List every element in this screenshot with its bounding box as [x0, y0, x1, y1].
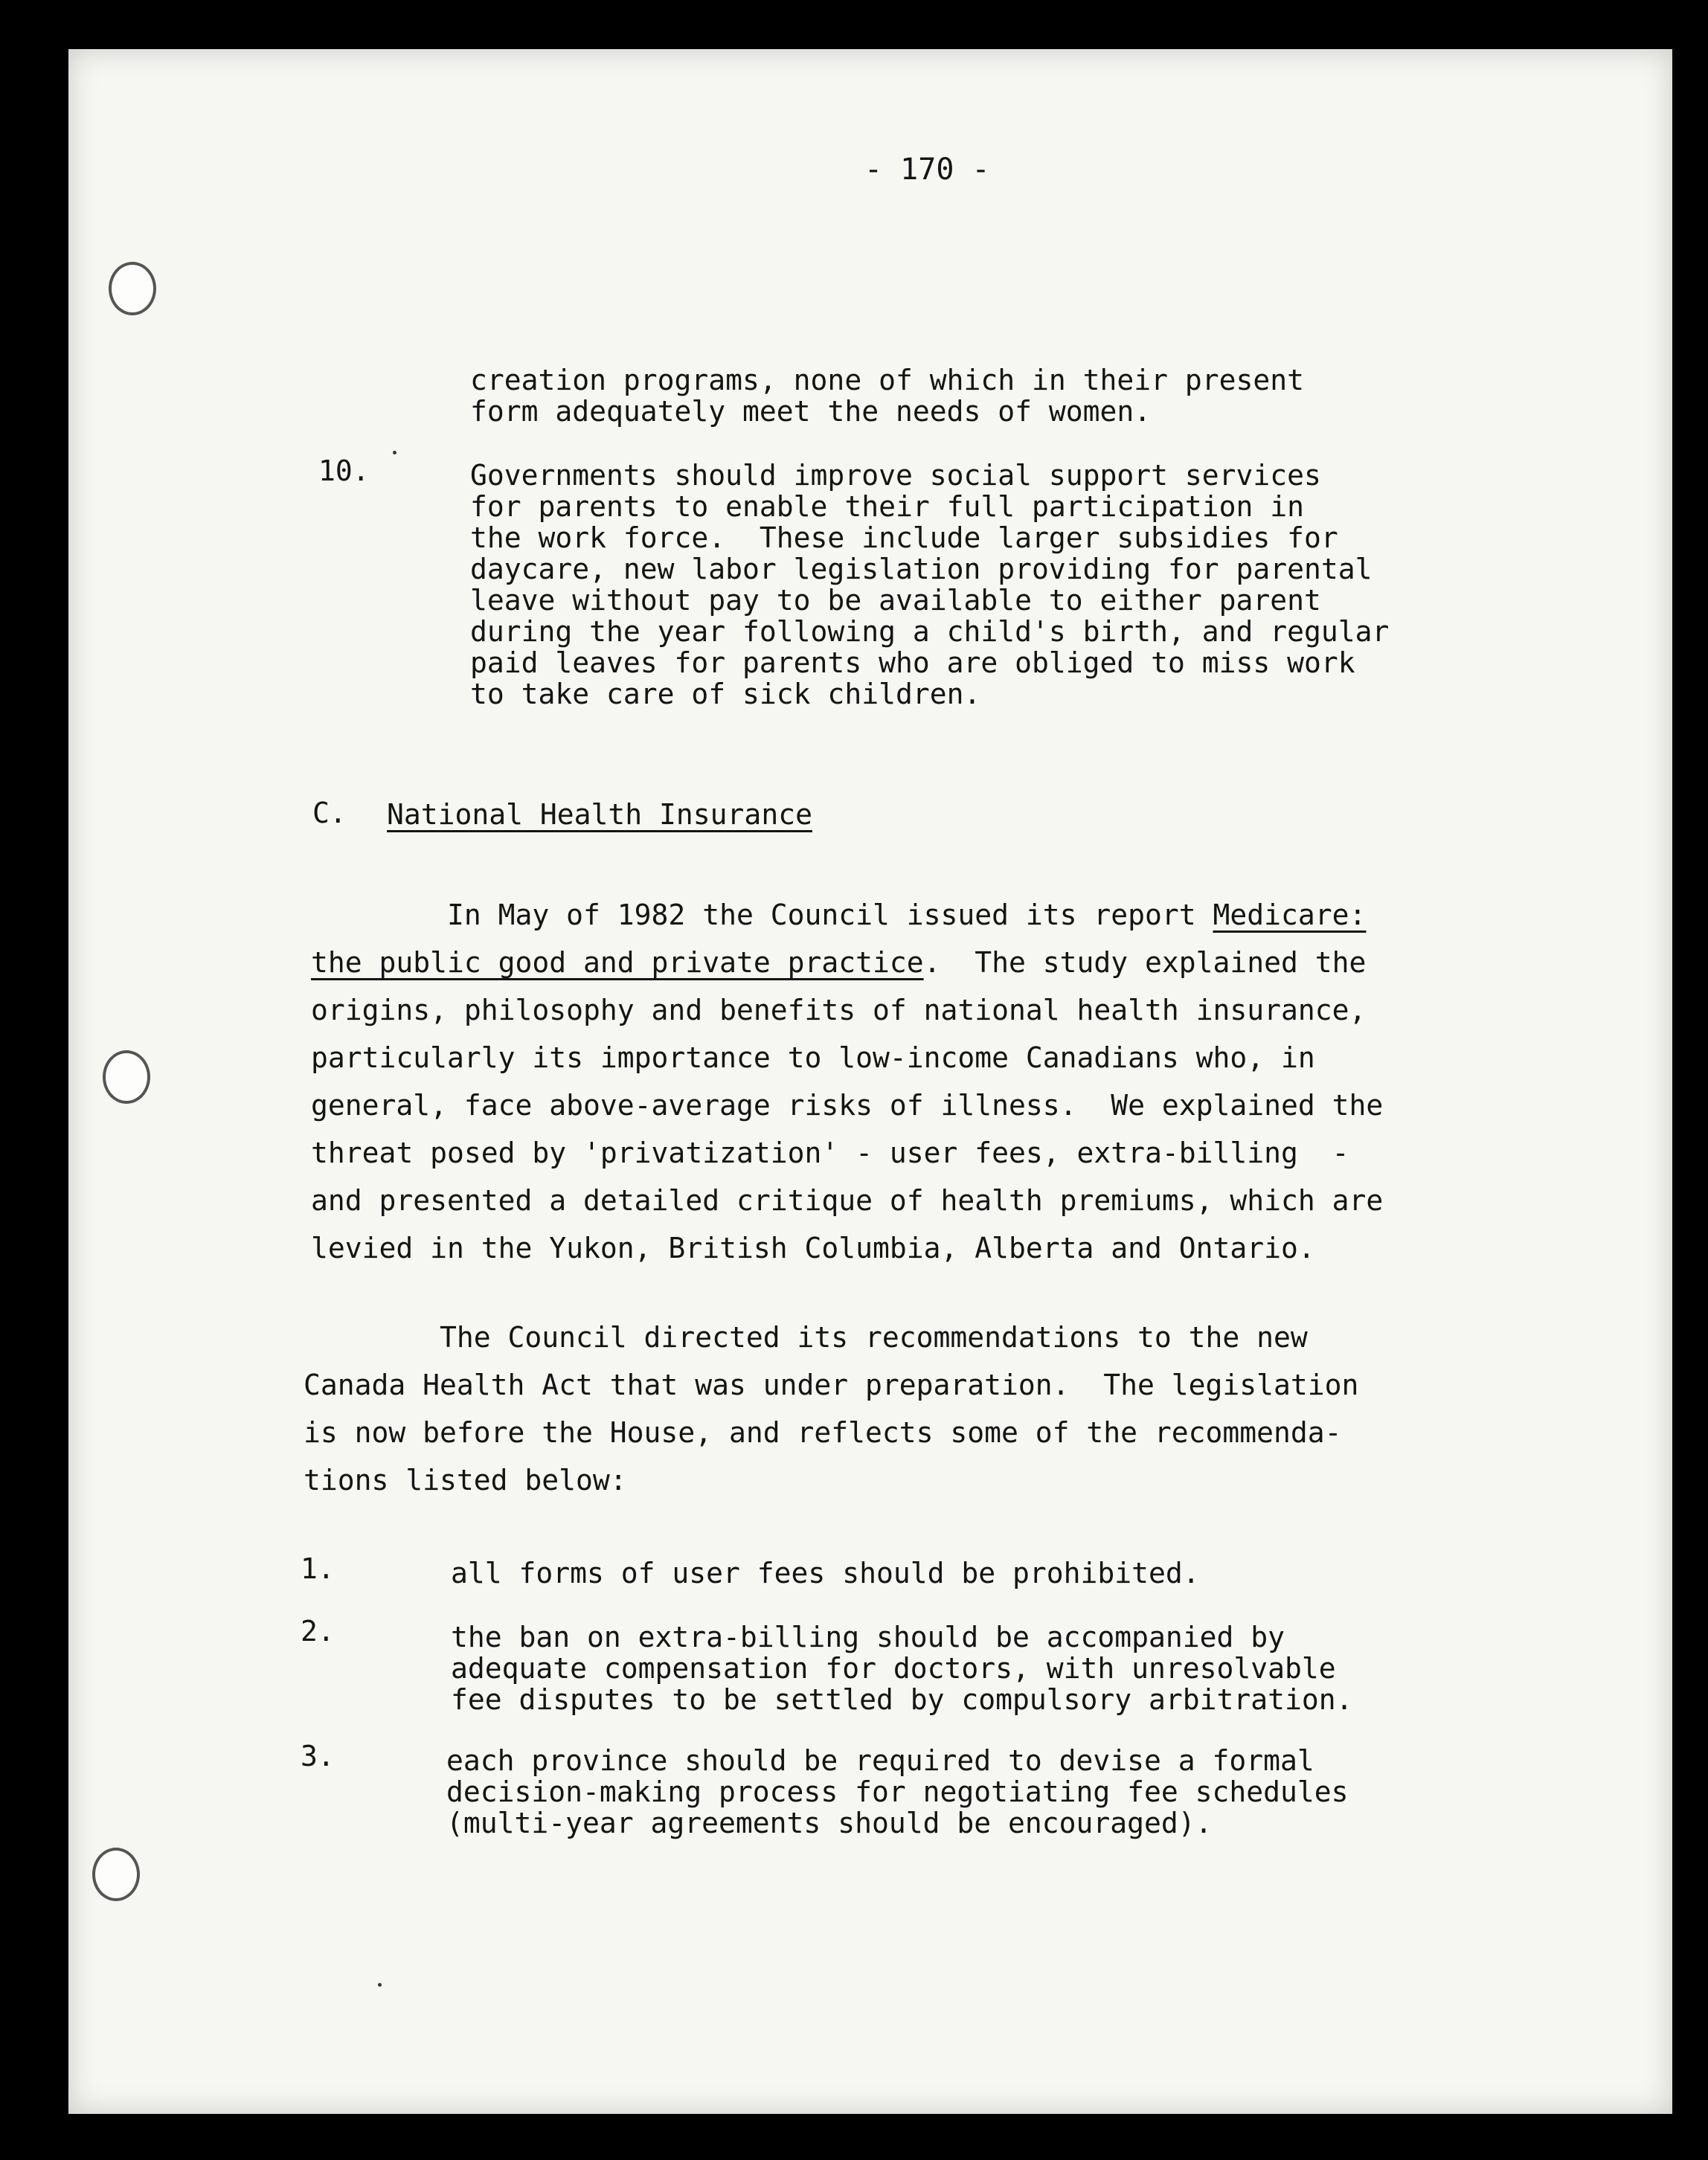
text-fragment: . The study explained the — [923, 946, 1367, 979]
paragraph-canada-health-act — [304, 1314, 1358, 1504]
text-line: threat posed by 'privatization' - user fees, extra-billing - — [311, 1137, 1349, 1169]
item10-text — [470, 460, 1389, 710]
section-title: National Health Insurance — [387, 798, 812, 831]
text-line: Governments should improve social support services — [470, 459, 1321, 492]
item10-number: 10. — [318, 454, 370, 487]
text-line: the ban on extra-billing should be accompanied by — [451, 1621, 1285, 1653]
speck-mark — [378, 1983, 382, 1987]
recommendation-number: 3. — [301, 1740, 335, 1772]
report-title-part2: the public good and private practice — [311, 946, 924, 979]
punch-hole-middle — [103, 1050, 150, 1104]
text-line: and presented a detailed critique of health premiums, which are — [311, 1184, 1384, 1217]
speck-mark — [393, 451, 396, 454]
report-title-part1: Medicare: — [1213, 899, 1367, 931]
text-line: to take care of sick children. — [470, 678, 981, 710]
text-line: daycare, new labor legislation providing for parental — [470, 553, 1372, 585]
text-line: for parents to enable their full participation in — [470, 490, 1305, 523]
text-line: decision-making process for negotiating fee schedules — [446, 1775, 1349, 1808]
text-line: The Council directed its recommendations to the new — [304, 1321, 1308, 1354]
text-line: leave without pay to be available to either parent — [470, 584, 1321, 617]
text-line: tions listed below: — [304, 1464, 627, 1497]
text-line: the work force. These include larger subsidies for — [470, 521, 1338, 554]
recommendation-text — [451, 1558, 1200, 1589]
text-line: adequate compensation for doctors, with unresolvable — [451, 1652, 1336, 1685]
punch-hole-bottom — [92, 1848, 140, 1901]
text-line: paid leaves for parents who are obliged to miss work — [470, 646, 1355, 679]
text-line: origins, philosophy and benefits of national health insurance, — [311, 994, 1367, 1026]
recommendation-number: 1. — [301, 1552, 335, 1585]
text-line: during the year following a child's birth, and regular — [470, 615, 1390, 648]
text-line: (multi-year agreements should be encouraged). — [446, 1807, 1213, 1839]
text-line: fee disputes to be settled by compulsory arbitration. — [451, 1683, 1353, 1716]
text-fragment: In May of 1982 the Council issued its report — [311, 899, 1213, 931]
punch-hole-top — [109, 262, 156, 315]
recommendation-text — [451, 1621, 1353, 1715]
text-line: is now before the House, and reflects some of the recommenda- — [304, 1416, 1342, 1449]
paragraph-medicare — [311, 891, 1383, 1272]
text-line: Canada Health Act that was under preparation. The legislation — [304, 1369, 1359, 1401]
text-line: form adequately meet the needs of women. — [470, 395, 1152, 428]
text-line: particularly its importance to low-income Canadians who, in — [311, 1041, 1315, 1074]
text-line: each province should be required to devise a formal — [446, 1744, 1314, 1777]
recommendation-text — [446, 1745, 1349, 1839]
text-line: levied in the Yukon, British Columbia, Alberta and Ontario. — [311, 1232, 1315, 1264]
text-line: creation programs, none of which in their present — [470, 364, 1305, 396]
text-line: general, face above-average risks of illness. We explained the — [311, 1089, 1384, 1122]
text-line — [311, 939, 1383, 986]
text-line — [311, 891, 1383, 939]
section-letter: C. — [312, 797, 347, 829]
page-number: - 170 - — [864, 152, 990, 187]
recommendation-number: 2. — [301, 1615, 335, 1648]
text-line: all forms of user fees should be prohibited. — [451, 1557, 1200, 1590]
item9-continuation — [470, 364, 1304, 427]
